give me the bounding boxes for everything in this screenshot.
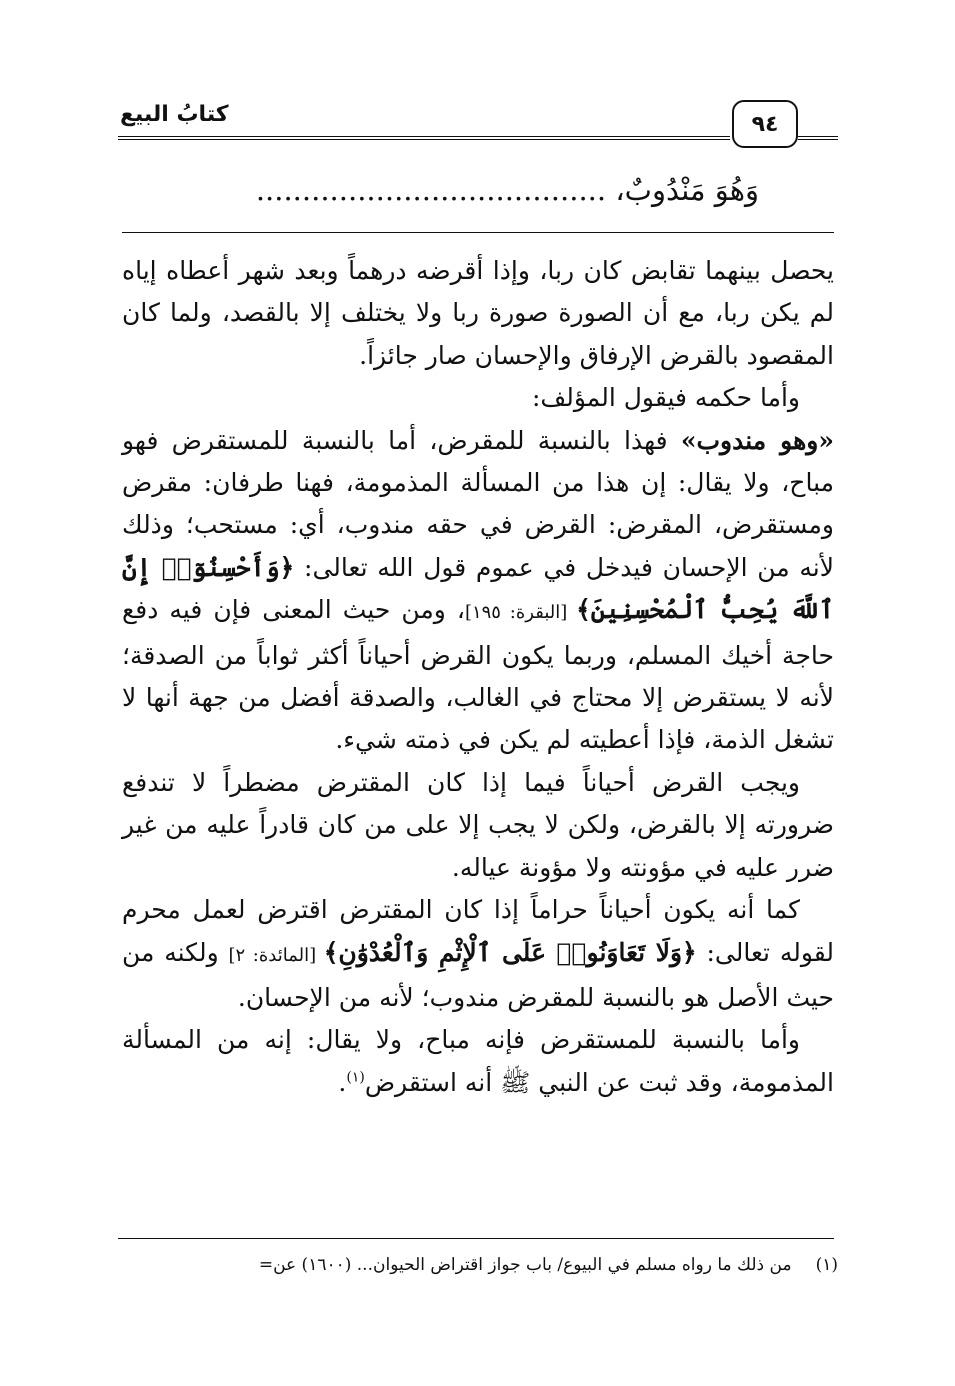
paragraph-3: [122, 420, 834, 762]
verse-citation-1: [البقرة: ١٩٥]: [464, 602, 577, 624]
quran-verse-1: ﴿وَأَحْسِنُوٓا۟ إِنَّ ٱللَّهَ يُحِبُّ ٱلْمُحْسِنِينَ﴾: [122, 552, 834, 625]
header-rule-end: [798, 136, 838, 140]
footnote: [112, 1250, 838, 1280]
paragraph-6: [122, 1019, 834, 1104]
quran-verse-2: ﴿وَلَا تَعَاوَنُوا۟ عَلَى ٱلْإِثْمِ وَٱلْعُدْوَٰنِ﴾: [323, 937, 697, 967]
paragraph-1: يحصل بينهما تقابض كان ربا، وإذا أقرضه درهماً وبعد شهر أعطاه إياه لم يكن ربا، مع أن الصورة صورة ربا ولا يختلف إلا بالقصد، ولما كان المقصود بالقرض الإرفاق والإحسان صار جائزاً.: [122, 256, 834, 370]
verse-citation-2: [المائدة: ٢]: [228, 944, 324, 966]
footnote-marker: (١): [815, 1255, 838, 1275]
paragraph-5-text-a: كما أنه يكون أحياناً حراماً إذا كان المقترض اقترض لعمل محرم لقوله تعالى:: [122, 895, 835, 967]
paragraph-6-end: .: [338, 1067, 347, 1097]
header-rule: [118, 136, 730, 140]
paragraph-5-text-b: ولكنه من حيث الأصل هو بالنسبة للمقرض مندوب؛ لأنه من الإحسان.: [122, 937, 834, 1012]
footnote-text: من ذلك ما رواه مسلم في البيوع/ باب جواز اقتراض الحيوان... (١٦٠٠) عن=: [258, 1255, 792, 1275]
matn-separator: [122, 232, 834, 233]
paragraph-3-text-a: فهذا بالنسبة للمقرض، أما بالنسبة للمستقرض فهو مباح، ولا يقال: إن هذا من المسألة المذمومة، فهنا طرفان: مقرض ومستقرض، المقرض: القرض في حقه مندوب، أي: مستحب؛ وذلك لأنه من الإحسان فيدخل في عموم قول الله تعالى:: [122, 425, 835, 582]
page-number: ٩٤: [732, 100, 798, 148]
paragraph-4: ويجب القرض أحياناً فيما إذا كان المقترض مضطراً لا تندفع ضرورته إلا بالقرض، ولكن لا يجب إلا على من كان قادراً عليه من غير ضرر عليه في مؤونته ولا مؤونة عياله.: [122, 767, 834, 882]
book-title: كتابُ البيع: [120, 102, 229, 127]
paragraph-5: [122, 889, 834, 1019]
page-header: [118, 98, 838, 148]
footnote-separator: [118, 1238, 834, 1239]
matn-text: وَهُوَ مَنْدُوبٌ، ......................................: [255, 173, 759, 207]
matn-quote: «وهو مندوب»: [680, 425, 834, 455]
commentary-body: [122, 250, 834, 1104]
paragraph-2: وأما حكمه فيقول المؤلف:: [531, 383, 800, 413]
footnote-reference: (١): [346, 1069, 365, 1086]
paragraph-3-text-b: ، ومن حيث المعنى فإن فيه دفع حاجة أخيك المسلم، وربما يكون القرض أحياناً أكثر ثواباً من الصدقة؛ لأنه لا يستقرض إلا محتاج في الغالب، والصدقة أفضل من جهة أنها لا تشغل الذمة، فإذا أعطيته لم يكن في ذمته شيء.: [122, 595, 834, 755]
paragraph-6-text: وأما بالنسبة للمستقرض فإنه مباح، ولا يقال: إنه من المسألة المذمومة، وقد ثبت عن النبي ﷺ أنه استقرض: [122, 1025, 834, 1097]
